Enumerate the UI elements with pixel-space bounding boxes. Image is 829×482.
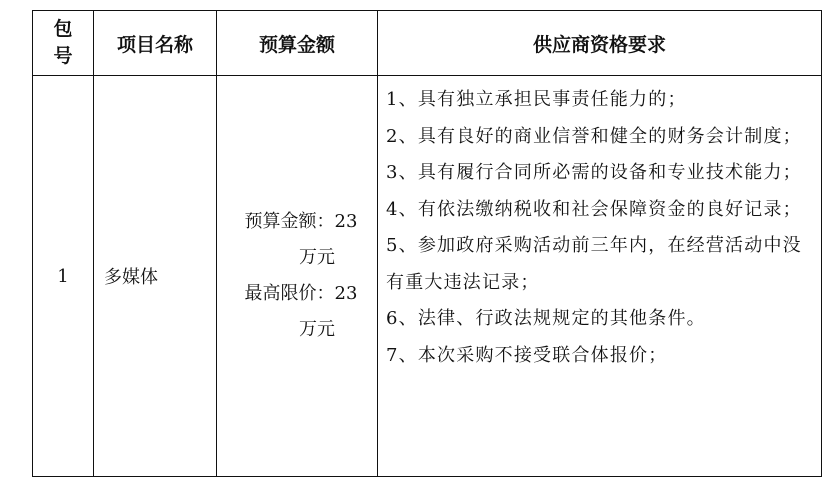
requirement-item: 2、具有良好的商业信誉和健全的财务会计制度；: [386, 125, 802, 147]
requirement-item: 7、本次采购不接受联合体报价；: [386, 344, 668, 366]
budget-cell: [217, 76, 378, 477]
max-price-unit: 万元: [299, 319, 335, 340]
package-number-cell: 1: [33, 76, 94, 477]
project-name-cell: 多媒体: [94, 76, 217, 477]
header-project-name: 项目名称: [94, 11, 217, 76]
table-header-row: [33, 11, 822, 76]
budget-amount-line: [217, 204, 377, 276]
requirements-cell: [378, 76, 822, 477]
requirement-item: 1、具有独立承担民事责任能力的；: [386, 89, 687, 110]
requirement-item: 5、参加政府采购活动前三年内，在经营活动中没有重大违法记录；: [386, 235, 802, 293]
header-supplier-requirements: 供应商资格要求: [378, 11, 822, 76]
table-row: [33, 76, 822, 477]
requirement-item: 6、法律、行政法规规定的其他条件。: [386, 308, 706, 329]
procurement-table: [32, 10, 822, 477]
requirement-item: 4、有依法缴纳税收和社会保障资金的良好记录；: [386, 198, 802, 220]
budget-amount-label: 预算金额：23: [244, 211, 358, 232]
max-price-label: 最高限价：23: [244, 283, 358, 304]
header-package-no: [33, 11, 94, 76]
budget-amount-unit: 万元: [299, 247, 335, 268]
max-price-line: [217, 276, 377, 348]
header-package-no-line1: 包: [53, 18, 73, 40]
header-budget-amount: 预算金额: [217, 11, 378, 76]
requirement-item: 3、具有履行合同所必需的设备和专业技术能力；: [386, 162, 802, 183]
header-package-no-line2: 号: [53, 45, 73, 67]
